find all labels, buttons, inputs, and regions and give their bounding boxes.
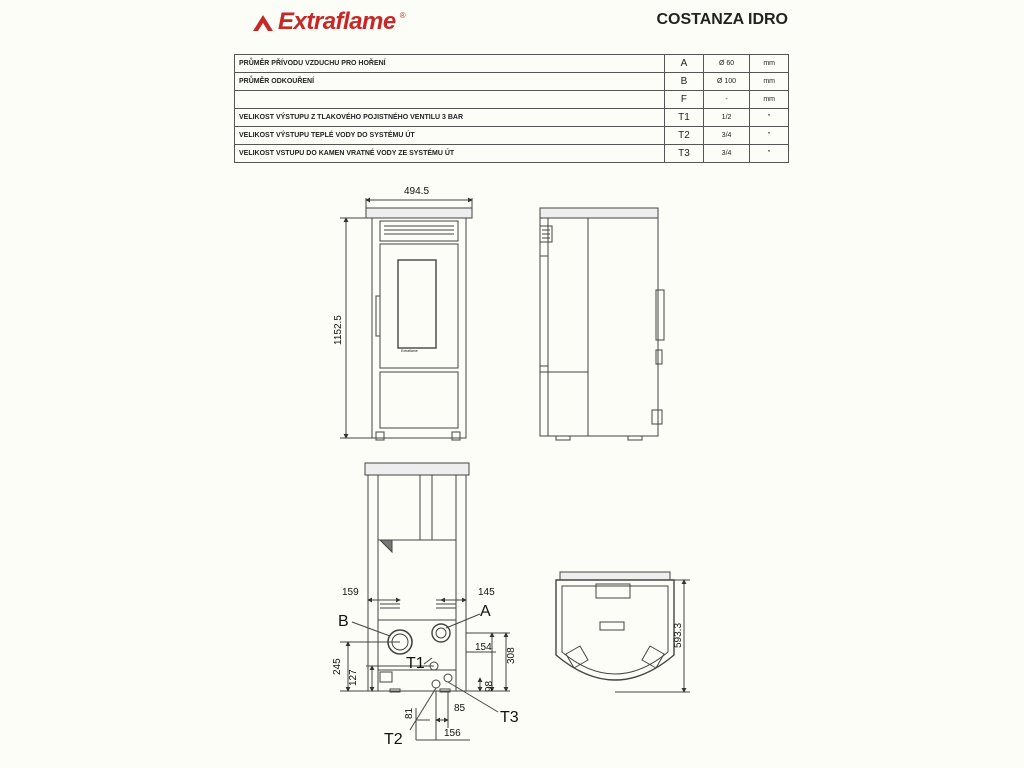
spec-value: Ø 60 (703, 55, 750, 73)
dim-145: 145 (478, 587, 495, 598)
top-view-drawing (556, 572, 674, 680)
spec-unit: mm (750, 91, 789, 109)
dim-127: 127 (348, 669, 359, 686)
callout-b: B (338, 613, 349, 630)
dim-593: 593.3 (673, 622, 684, 648)
dim-159: 159 (342, 587, 359, 598)
spec-desc: VELIKOST VÝSTUPU Z TLAKOVÉHO POJISTNÉHO VENTILU 3 BAR (235, 109, 665, 127)
dim-front-width: 494.5 (404, 186, 430, 197)
spec-value: - (703, 91, 750, 109)
dim-156: 156 (444, 728, 461, 739)
dim-front-height: 1152.5 (333, 315, 344, 345)
spec-desc: VELIKOST VSTUPU DO KAMEN VRATNÉ VODY ZE SYSTÉMU ÚT (235, 145, 665, 163)
spec-value: Ø 100 (703, 73, 750, 91)
spec-value: 3/4 (703, 127, 750, 145)
callout-t3: T3 (500, 709, 519, 726)
registered-mark: ® (399, 11, 406, 20)
dim-308: 308 (506, 647, 517, 664)
callout-t1: T1 (406, 655, 425, 672)
dim-85: 85 (454, 703, 466, 714)
dim-81: 81 (404, 707, 415, 719)
front-view-drawing (366, 208, 472, 440)
dim-245: 245 (332, 658, 343, 675)
callout-t2: T2 (384, 731, 403, 748)
spec-unit: mm (750, 55, 789, 73)
side-view-drawing (540, 208, 664, 440)
spec-unit: " (750, 127, 789, 145)
spec-code: B (665, 73, 704, 91)
model-title: COSTANZA IDRO (656, 11, 788, 28)
front-height-dimension (340, 218, 372, 438)
dim-154: 154 (475, 642, 492, 653)
door-badge: Extraflame (401, 349, 418, 353)
brand-name: Extraflame (278, 8, 396, 35)
spec-code: T3 (665, 145, 704, 163)
spec-unit: mm (750, 73, 789, 91)
spec-desc: VELIKOST VÝSTUPU TEPLÉ VODY DO SYSTÉMU ÚT (235, 127, 665, 145)
front-width-dimension (366, 198, 472, 208)
spec-code: T2 (665, 127, 704, 145)
spec-value: 3/4 (703, 145, 750, 163)
spec-code: T1 (665, 109, 704, 127)
spec-unit: " (750, 145, 789, 163)
spec-value: 1/2 (703, 109, 750, 127)
spec-desc: PRŮMĚR PŘÍVODU VZDUCHU PRO HOŘENÍ (235, 55, 665, 73)
spec-code: A (665, 55, 704, 73)
spec-unit: " (750, 109, 789, 127)
callout-a: A (480, 603, 491, 620)
dim-98: 98 (484, 680, 495, 692)
spec-desc: PRŮMĚR ODKOUŘENÍ (235, 73, 665, 91)
spec-code: F (665, 91, 704, 109)
